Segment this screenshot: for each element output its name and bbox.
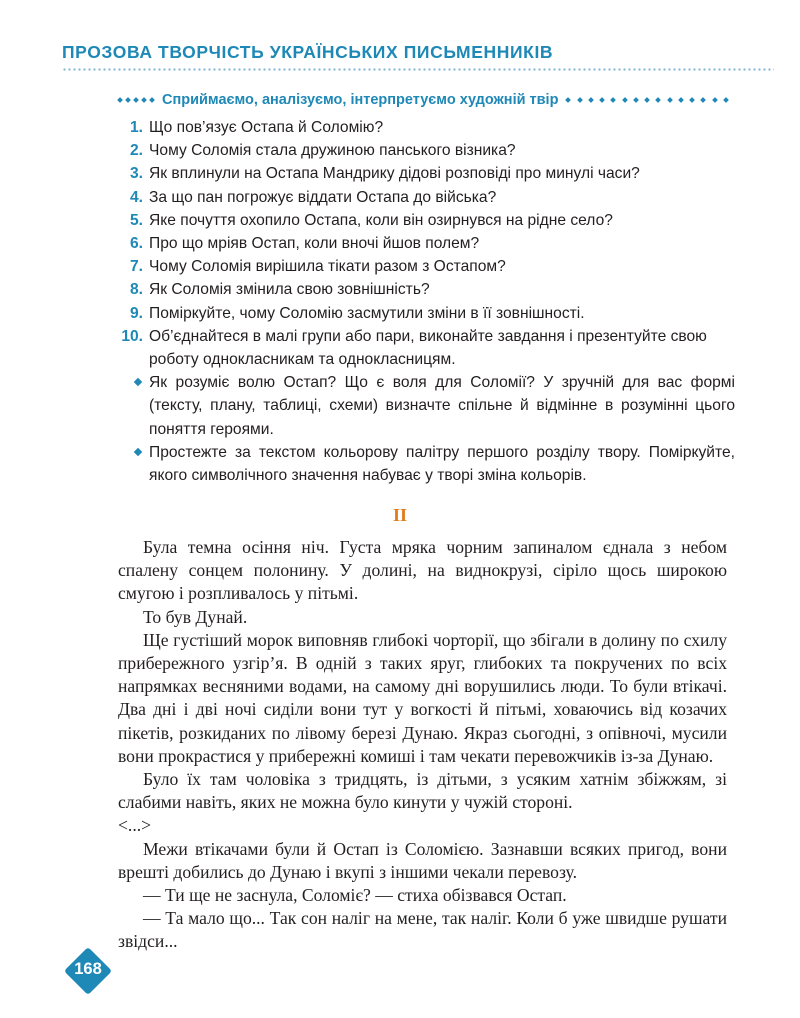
question-number: 8. — [129, 281, 143, 299]
story-paragraph: — Та мало що... Так сон наліг на мене, так наліг. Коли б уже швидше рушати звідси... — [118, 908, 727, 952]
diamond-ornament-right — [566, 98, 728, 102]
question-text: Чому Соломія стала дружиною панського візника? — [149, 142, 516, 160]
question-text: Що пов’язує Остапа й Соломію? — [149, 119, 384, 136]
question-number: 6. — [129, 235, 143, 253]
question-text: Як вплинули на Остапа Мандрику дідові розповіді про минулі часи? — [149, 165, 640, 183]
task-item — [132, 371, 735, 441]
page-number: 168 — [74, 960, 102, 978]
story-paragraph: — Ти ще не заснула, Соломіє? — стиха обізвався Остап. — [143, 885, 567, 906]
question-item — [110, 278, 735, 301]
question-text: Яке почуття охопило Остапа, коли він озирнувся на рідне село? — [149, 211, 613, 229]
question-text: Поміркуйте, чому Соломію засмутили зміни в її зовнішності. — [149, 304, 585, 322]
task-item — [132, 441, 735, 487]
diamond-ornament-left — [118, 98, 154, 102]
question-number: 10. — [121, 327, 143, 345]
running-header: ПРОЗОВА ТВОРЧІСТЬ УКРАЇНСЬКИХ ПИСЬМЕННИКІВ — [62, 42, 554, 62]
diamond-bullet-icon — [132, 441, 149, 487]
question-item — [110, 139, 735, 162]
chapter-numeral: II — [392, 505, 407, 525]
omission-mark: <...> — [118, 815, 152, 836]
question-item — [110, 162, 735, 185]
section-heading-text: Сприймаємо, аналізуємо, інтерпретуємо художній твір — [162, 92, 559, 108]
question-item — [110, 116, 735, 139]
task-text: Простежте за текстом кольорову палітру першого розділу твору. Поміркуйте, якого символічного значення набуває у творі зміна кольорів. — [149, 443, 735, 485]
question-number: 3. — [129, 165, 143, 183]
story-paragraph: Була темна осіння ніч. Густа мряка чорним запиналом єднала з небом спалену сонцем полонину. У долині, на виднокрузі, сіріло щось широкою смугою і розпливалось у пітьмі. — [118, 537, 727, 604]
question-text: Як Соломія змінила свою зовнішність? — [149, 281, 430, 299]
task-text: Як розуміє волю Остап? Що є воля для Соломії? У зручній для вас формі (тексту, плану, таблиці, схеми) визначте спільне й відмінне в розумінні цього поняття героями. — [149, 374, 735, 438]
section-heading — [118, 92, 728, 108]
story-paragraph: Межи втікачами були й Остап із Соломією. Зазнавши всяких пригод, вони врешті добились до Дунаю і вкупі з іншими чекали перевозу. — [118, 838, 727, 882]
question-text: Про що мріяв Остап, коли вночі йшов полем? — [149, 235, 480, 253]
question-text: За що пан погрожує віддати Остапа до війська? — [149, 188, 497, 206]
question-number: 9. — [129, 304, 143, 322]
question-list — [110, 116, 735, 487]
task-list — [132, 371, 735, 487]
question-item — [110, 186, 735, 209]
question-number: 5. — [129, 211, 143, 229]
question-number: 7. — [129, 258, 143, 276]
story-text — [118, 536, 727, 954]
question-item — [110, 209, 735, 232]
story-paragraph: Було їх там чоловіка з тридцять, із дітьми, з усяким хатнім збіжжям, зі слабими навіть, яких не можна було кинути у чужій стороні. — [118, 769, 727, 813]
question-text: Чому Соломія вирішила тікати разом з Остапом? — [149, 258, 506, 276]
question-number: 4. — [129, 188, 143, 206]
question-text: Об’єднайтеся в малі групи або пари, виконайте завдання і презентуйте свою роботу однокласникам та однокласницям. — [149, 327, 707, 369]
question-item — [110, 325, 735, 371]
question-item — [110, 302, 735, 325]
question-item — [110, 255, 735, 278]
diamond-bullet-icon — [132, 371, 149, 441]
story-paragraph: Ще густіший морок виповняв глибокі чорторії, що збігали в долину по схилу прибережного узгір’я. В одній з таких яруг, глибоких та покручених по всіх напрямках весняними водами, на самому дні ворушились люди. То були втікачі. Два дні і дві ночі сиділи вони тут у вогкості й пітьмі, ховаючись від козачих пікетів, розкиданих по лівому березі Дунаю. Якраз сьогодні, з опівночі, мусили вони прокрастися у прибережні комиші і там чекати перевожчиків із-за Дунаю. — [118, 629, 727, 766]
dotted-divider — [62, 68, 774, 71]
page-number-badge — [64, 947, 112, 995]
story-paragraph: То був Дунай. — [143, 606, 248, 627]
question-number: 1. — [129, 119, 143, 136]
question-item — [110, 232, 735, 255]
question-number: 2. — [129, 142, 143, 160]
